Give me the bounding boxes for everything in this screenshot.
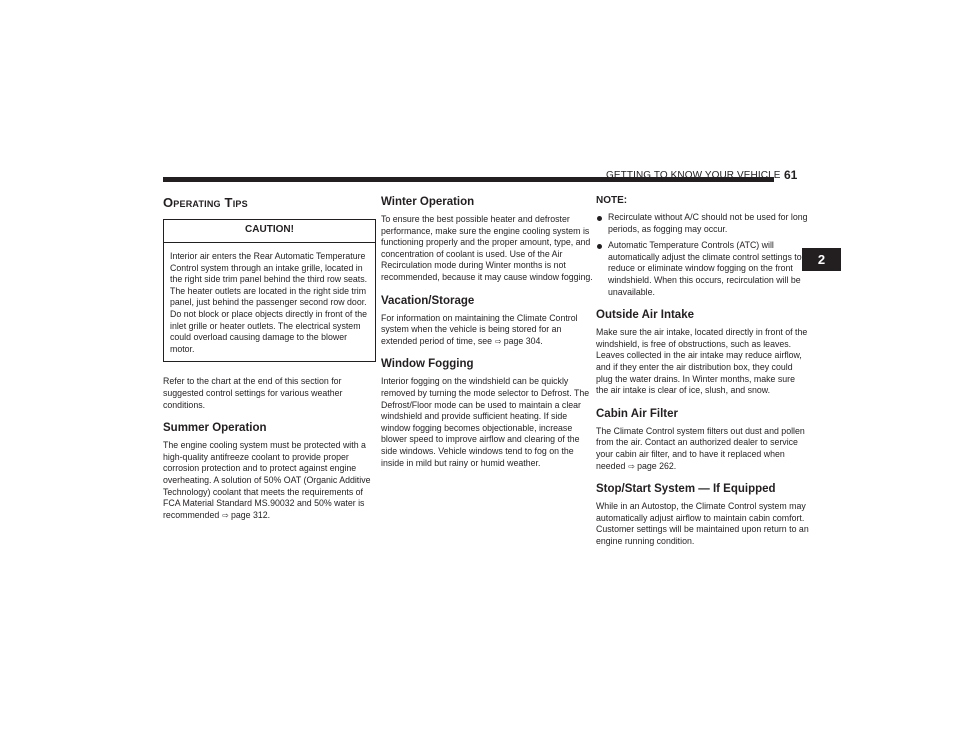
cabin-filter-text: The Climate Control system filters out dust and pollen from the air. Contact an authorized dealer to service your cabin air filter, and to have it replaced when needed	[596, 425, 805, 471]
note-label: NOTE:	[596, 195, 628, 206]
chapter-tab[interactable]: 2	[802, 248, 841, 271]
bullet-dot-icon	[597, 216, 602, 221]
cabin-page-ref[interactable]: page 262.	[637, 460, 677, 471]
vacation-text: For information on maintaining the Climate Control system when the vehicle is being stored for an extended period of time, see	[381, 312, 578, 346]
column-3	[596, 195, 809, 553]
fogging-text: Interior fogging on the windshield can be quickly removed by turning the mode selector to Defrost. The Defrost/Floor mode can be used to maintain a clear windshield and provide sufficient heating. If side window fogging becomes objectionable, increase blower speed to improve airflow and clearing of the side windows. Vehicle windows tend to fog on the inside in mild but rainy or humid weather.	[381, 376, 590, 468]
caution-title: CAUTION!	[164, 220, 375, 243]
vacation-paragraph	[381, 313, 594, 348]
winter-text: To ensure the best possible heater and defroster performance, make sure the engine cooling system is functioning properly and the proper amount, type, and concentration of coolant is used. Use of the Air Recirculation mode during Winter months is not recommended, because it may cause window fogging.	[381, 214, 593, 282]
caution-body: Interior air enters the Rear Automatic Temperature Control system through an intake grille, located in the right side trim panel behind the third row seats. The heater outlets are located in the right side trim panel, just behind the passenger second row door. Do not block or place objects directly in front of the inlet grille or heater outlets. The electrical system could overload causing damage to the blower motor.	[170, 251, 368, 354]
arrow-right-icon: ⇨	[222, 510, 229, 520]
column-1	[163, 195, 376, 527]
vacation-page-ref[interactable]: page 304.	[503, 335, 543, 346]
outside-air-heading: Outside Air Intake	[596, 309, 694, 322]
intro-text: Refer to the chart at the end of this section for suggested control settings for various weather conditions.	[163, 376, 343, 410]
stop-start-heading: Stop/Start System — If Equipped	[596, 483, 776, 496]
outside-air-text: Make sure the air intake, located directly in front of the windshield, is free of obstructions, such as leaves. Leaves collected in the air intake may reduce airflow, and if they enter the air distribution box, they could plug the water drains. In Winter months, make sure the air intake is clear of ice, slush, and snow.	[596, 327, 808, 396]
list-item: Recirculate without A/C should not be used for long periods, as fogging may occur.	[596, 212, 809, 235]
stop-start-text: While in an Autostop, the Climate Control system may automatically adjust airflow to maintain cabin comfort. Customer settings will be maintained upon return to an engine running condition.	[596, 501, 809, 546]
vacation-heading: Vacation/Storage	[381, 294, 475, 307]
bullet-dot-icon	[597, 244, 602, 249]
page-number: 61	[784, 168, 798, 182]
note-list	[596, 212, 809, 298]
fogging-heading: Window Fogging	[381, 358, 474, 371]
running-title: GETTING TO KNOW YOUR VEHICLE	[606, 170, 781, 181]
section-title: Operating Tips	[163, 195, 248, 210]
list-item: Automatic Temperature Controls (ATC) will automatically adjust the climate control settings to reduce or eliminate window fogging on the front windshield. When this occurs, recirculation will be unavailable.	[596, 240, 809, 298]
column-2	[381, 195, 594, 475]
arrow-right-icon: ⇨	[495, 336, 502, 346]
cabin-filter-paragraph	[596, 426, 809, 472]
summer-paragraph	[163, 440, 376, 521]
arrow-right-icon: ⇨	[628, 461, 636, 471]
summer-text: The engine cooling system must be protected with a high-quality antifreeze coolant to provide proper corrosion protection and to protect against engine overheating. A solution of 50% OAT (Organic Additive Technology) coolant that meets the requirements of FCA Material Standard MS.90032 and 50% water is recommended	[163, 440, 371, 520]
summer-heading: Summer Operation	[163, 422, 267, 435]
summer-page-ref[interactable]: page 312.	[230, 509, 271, 520]
winter-heading: Winter Operation	[381, 196, 475, 208]
cabin-filter-heading: Cabin Air Filter	[596, 407, 678, 420]
caution-box	[163, 219, 376, 362]
